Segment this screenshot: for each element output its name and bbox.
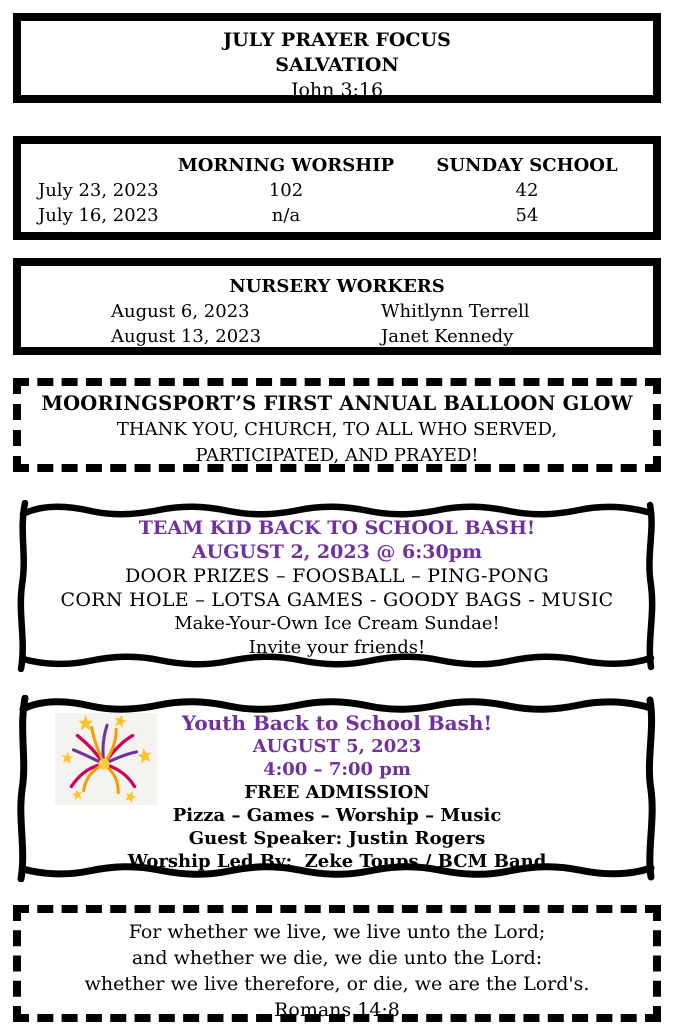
prayer-focus-title: JULY PRAYER FOCUS	[223, 29, 451, 51]
nursery-row-date: August 13, 2023	[111, 326, 262, 347]
attendance-row-morning-worship: 102	[268, 180, 304, 201]
youth-bash-box	[13, 695, 661, 882]
youth-bash-worship-leaders: Worship Led By: Zeke Toups / BCM Band	[127, 851, 547, 872]
youth-bash-speaker: Guest Speaker: Justin Rogers	[188, 828, 486, 849]
team-kid-activities-line: CORN HOLE – LOTSA GAMES - GOODY BAGS - MUSIC	[60, 589, 614, 611]
nursery-row-name: Whitlynn Terrell	[381, 301, 530, 322]
youth-bash-date: AUGUST 5, 2023	[252, 736, 422, 757]
nursery-title: NURSERY WORKERS	[229, 276, 445, 297]
nursery-row-date: August 6, 2023	[111, 301, 250, 322]
nursery-workers-box	[13, 258, 661, 355]
verse-line: For whether we live, we live unto the Lord;	[128, 921, 546, 943]
verse-line: and whether we die, we die unto the Lord:	[131, 947, 543, 969]
youth-bash-admission: FREE ADMISSION	[244, 782, 430, 803]
prayer-focus-topic: SALVATION	[275, 54, 399, 76]
attendance-row-morning-worship: n/a	[271, 205, 301, 226]
youth-bash-activities: Pizza – Games – Worship – Music	[172, 805, 502, 826]
team-kid-invite-line: Invite your friends!	[248, 637, 426, 658]
attendance-box	[13, 136, 661, 240]
prayer-focus-verse: John 3:16	[290, 79, 384, 101]
prayer-focus-box	[13, 13, 661, 103]
attendance-row-date: July 23, 2023	[38, 180, 159, 201]
attendance-row-sunday-school: 54	[515, 205, 539, 226]
attendance-col-sunday-school: SUNDAY SCHOOL	[436, 155, 618, 176]
team-kid-sundae-line: Make-Your-Own Ice Cream Sundae!	[174, 613, 500, 634]
attendance-col-morning-worship: MORNING WORSHIP	[177, 155, 395, 176]
nursery-table	[21, 299, 653, 349]
verse-reference: Romans 14:8	[274, 999, 400, 1021]
team-kid-datetime: AUGUST 2, 2023 @ 6:30pm	[191, 541, 483, 563]
nursery-row-name: Janet Kennedy	[381, 326, 514, 347]
balloon-glow-box	[13, 378, 661, 472]
verse-line: whether we live therefore, or die, we are the Lord's.	[84, 973, 590, 995]
balloon-glow-line: THANK YOU, CHURCH, TO ALL WHO SERVED,	[116, 419, 558, 440]
attendance-row-sunday-school: 42	[515, 180, 539, 201]
youth-bash-title: Youth Back to School Bash!	[181, 711, 493, 735]
scripture-verse-box	[13, 905, 661, 1022]
attendance-corner-cell	[21, 153, 171, 178]
team-kid-activities-line: DOOR PRIZES – FOOSBALL – PING-PONG	[124, 565, 550, 587]
attendance-row-date: July 16, 2023	[38, 205, 159, 226]
balloon-glow-line: PARTICIPATED, AND PRAYED!	[195, 445, 479, 466]
team-kid-title: TEAM KID BACK TO SCHOOL BASH!	[138, 517, 536, 539]
team-kid-bash-box	[13, 500, 661, 672]
balloon-glow-title: MOORINGSPORT’S FIRST ANNUAL BALLOON GLOW	[41, 392, 633, 415]
youth-bash-time: 4:00 – 7:00 pm	[263, 759, 411, 780]
attendance-table	[21, 153, 653, 228]
